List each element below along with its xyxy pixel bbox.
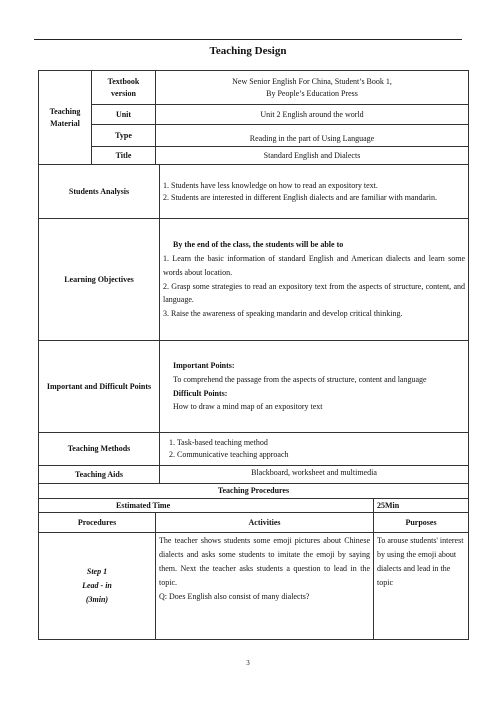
activities-column-header: Activities xyxy=(156,513,374,533)
difficult-points-text: How to draw a mind map of an expository text xyxy=(173,402,323,412)
teaching-aids-value: Blackboard, worksheet and multimedia xyxy=(160,466,469,484)
points-content xyxy=(160,341,469,433)
important-points-label: Important Points: xyxy=(173,361,235,370)
unit-label: Unit xyxy=(92,105,156,125)
learning-objectives-label: Learning Objectives xyxy=(39,219,160,341)
objectives-intro: By the end of the class, the students will be able to xyxy=(173,240,344,250)
important-points-text: To comprehend the passage from the aspects of structure, content and language xyxy=(173,374,427,384)
objective-item-3: 3. Raise the awareness of speaking mandarin and develop critical thinking. xyxy=(163,309,403,318)
students-analysis-item-1: 1. Students have less knowledge on how to read an expository text. xyxy=(163,180,378,190)
step-1-cell xyxy=(39,533,156,640)
students-analysis-label: Students Analysis xyxy=(39,165,160,219)
step-1-subtitle: Lead - in xyxy=(82,581,112,591)
title-value: Standard English and Dialects xyxy=(156,147,469,165)
type-value: Reading in the part of Using Language xyxy=(156,125,469,147)
learning-objectives-content xyxy=(160,219,469,341)
students-analysis-content xyxy=(160,165,469,219)
textbook-line-2: By People’s Education Press xyxy=(266,88,358,98)
estimated-time-label: Estimated Time xyxy=(39,498,374,513)
textbook-value xyxy=(156,71,469,105)
step-1-time: (3min) xyxy=(85,595,109,605)
teaching-methods-content xyxy=(160,433,469,466)
teaching-aids-label: Teaching Aids xyxy=(39,466,160,484)
step-1-purpose: To arouse students' interest by using the emoji about dialects and lead in the topic xyxy=(374,533,469,640)
method-item-2: 2. Communicative teaching approach xyxy=(169,450,289,459)
page-number: 3 xyxy=(246,659,250,667)
estimated-time-value: 25Min xyxy=(374,498,469,513)
teaching-methods-label: Teaching Methods xyxy=(39,433,160,466)
step-1-name: Step 1 xyxy=(86,567,108,577)
objective-item-1: 1. Learn the basic information of standard English and American dialects and learn some words about location. xyxy=(163,254,465,277)
teaching-design-table xyxy=(38,70,469,640)
method-item-1: 1. Task-based teaching method xyxy=(169,438,268,448)
title-label: Title xyxy=(92,147,156,165)
teaching-material-label: Teaching Material xyxy=(39,71,92,165)
step-1-activity-text: The teacher shows students some emoji pictures about Chinese dialects and asks some students to imitate the emoji by saying them. Next the teacher asks students a question to lead in the topic. xyxy=(159,536,370,588)
textbook-line-1: New Senior English For China, Student’s Book 1, xyxy=(232,76,392,86)
students-analysis-item-2: 2. Students are interested in different English dialects and are familiar with mandarin. xyxy=(163,192,437,202)
step-1-activity xyxy=(156,533,374,640)
document-title: Teaching Design xyxy=(209,45,287,57)
procedures-column-header: Procedures xyxy=(39,513,156,533)
unit-value: Unit 2 English around the world xyxy=(156,105,469,125)
teaching-procedures-header: Teaching Procedures xyxy=(39,484,469,499)
type-label: Type xyxy=(92,125,156,147)
points-label: Important and Difficult Points xyxy=(39,341,160,433)
header-rule xyxy=(34,39,462,40)
difficult-points-label: Difficult Points: xyxy=(173,388,228,398)
textbook-label: Textbook version xyxy=(92,71,156,105)
step-1-question: Q: Does English also consist of many dialects? xyxy=(159,592,310,602)
objective-item-2: 2. Grasp some strategies to read an expository text from the aspects of structure, content, and language. xyxy=(163,281,465,305)
purposes-column-header: Purposes xyxy=(374,513,469,533)
